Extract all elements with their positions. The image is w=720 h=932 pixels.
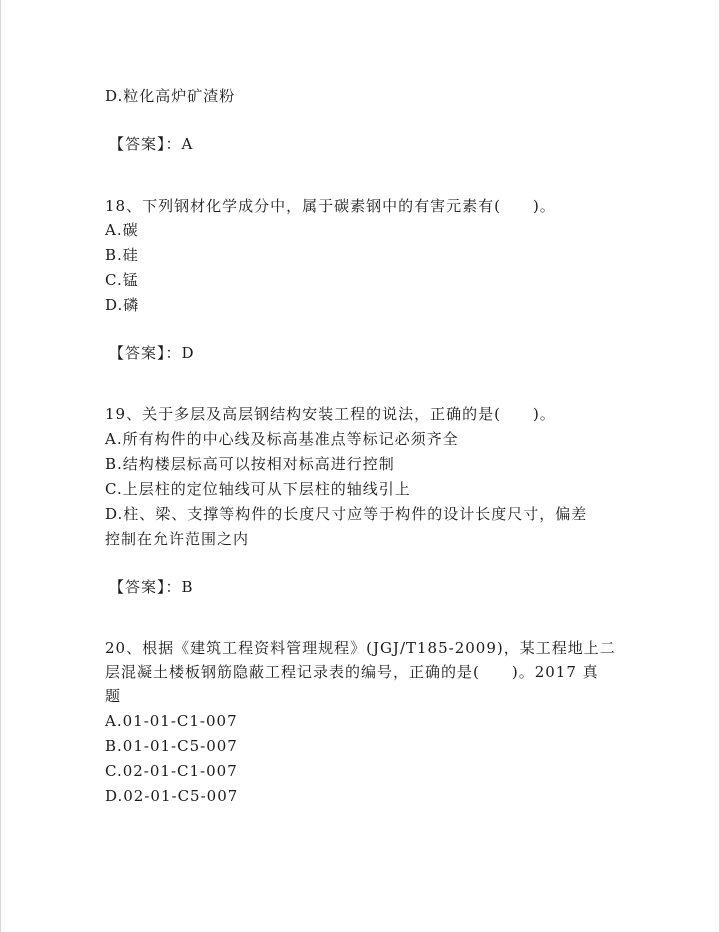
q18-stem: 18、下列钢材化学成分中，属于碳素钢中的有害元素有( )。 (105, 197, 556, 215)
q17-answer: 【答案】：A (109, 135, 194, 153)
q20-option-a: A.01-01-C1-007 (105, 712, 238, 730)
q20-option-c: C.02-01-C1-007 (105, 762, 238, 780)
q20-option-b: B.01-01-C5-007 (105, 737, 238, 755)
q20-option-d: D.02-01-C5-007 (105, 787, 239, 805)
q20-stem-line1: 20、根据《建筑工程资料管理规程》(JGJ/T185-2009)，某工程地上二 (105, 639, 616, 657)
q18-option-c: C.锰 (105, 271, 139, 289)
q19-option-d: D.柱、梁、支撑等构件的长度尺寸应等于构件的设计长度尺寸，偏差 (105, 505, 588, 523)
q20-stem-line3: 题 (105, 687, 122, 705)
q19-option-b: B.结构楼层标高可以按相对标高进行控制 (105, 455, 395, 473)
q19-option-d-continued: 控制在允许范围之内 (105, 530, 250, 548)
q18-option-a: A.碳 (105, 221, 139, 239)
q18-option-b: B.硅 (105, 246, 139, 264)
q18-option-d: D.磷 (105, 296, 140, 314)
q19-answer: 【答案】：B (109, 578, 194, 596)
q19-option-c: C.上层柱的定位轴线可从下层柱的轴线引上 (105, 480, 411, 498)
q18-answer: 【答案】：D (109, 344, 195, 362)
q20-stem-line2: 层混凝土楼板钢筋隐蔽工程记录表的编号，正确的是( )。2017 真 (105, 663, 599, 681)
q19-option-a: A.所有构件的中心线及标高基准点等标记必须齐全 (105, 430, 459, 448)
q17-option-d: D.粒化高炉矿渣粉 (105, 87, 236, 105)
q19-stem: 19、关于多层及高层钢结构安装工程的说法，正确的是( )。 (105, 405, 556, 423)
